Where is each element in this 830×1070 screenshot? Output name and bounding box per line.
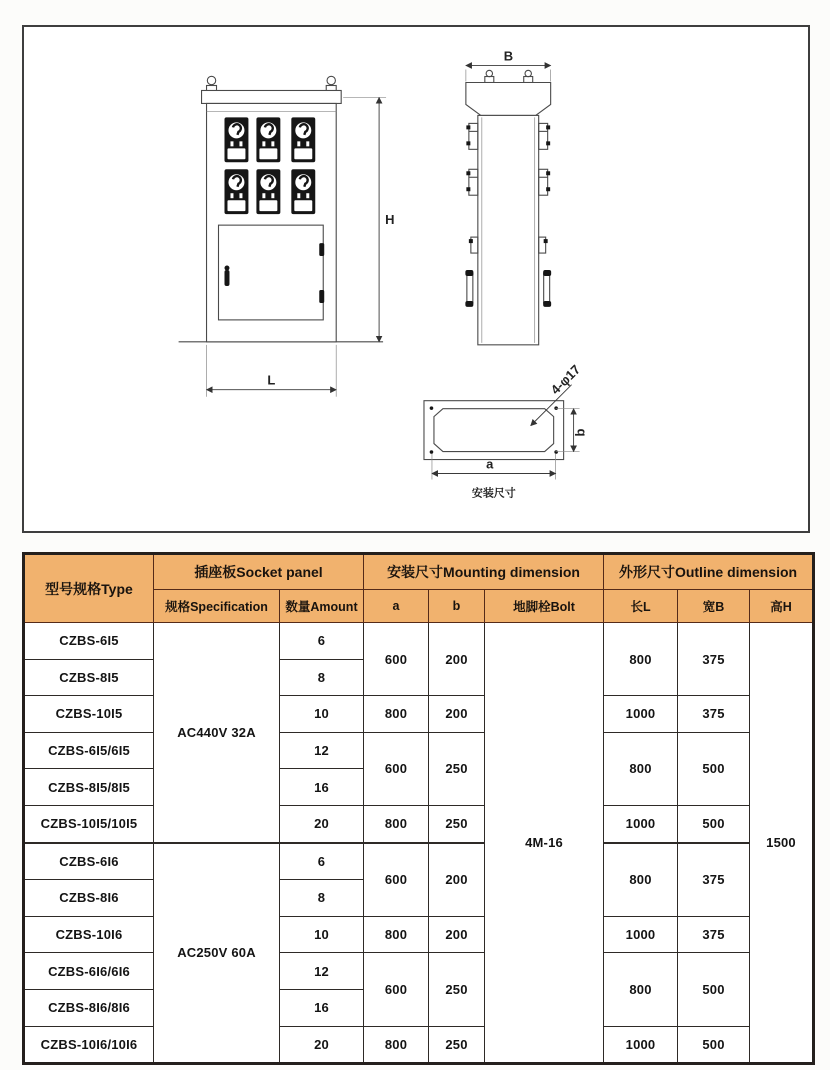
- table-row: [24, 805, 814, 842]
- spec-cell: CZBS-6I5/6I5: [24, 732, 154, 769]
- header-b: b: [429, 590, 485, 623]
- spec-cell: 200: [429, 843, 485, 917]
- header-type: 型号规格Type: [24, 554, 154, 623]
- spec-cell: 800: [604, 732, 678, 805]
- spec-cell: 4M-16: [485, 623, 604, 1064]
- spec-cell: 12: [280, 732, 364, 769]
- dim-b-label: b: [572, 428, 588, 437]
- dim-a-label: a: [486, 456, 494, 472]
- table-row: [24, 732, 814, 769]
- spec-cell: 800: [604, 953, 678, 1026]
- spec-cell: 250: [429, 805, 485, 842]
- holes-label: 4-φ17: [547, 361, 584, 398]
- spec-cell: CZBS-8I6/8I6: [24, 989, 154, 1026]
- table-row: [24, 916, 814, 953]
- spec-cell: 8: [280, 659, 364, 696]
- spec-cell: 1500: [750, 623, 814, 1064]
- header-height: 高H: [750, 590, 814, 623]
- spec-cell: 12: [280, 953, 364, 990]
- side-cap: [466, 83, 551, 116]
- spec-cell: 500: [678, 1026, 750, 1064]
- spec-table-body: [24, 623, 814, 1064]
- lifting-eye-icon: [207, 76, 337, 91]
- technical-drawing-panel: [22, 25, 810, 533]
- spec-cell: 800: [364, 1026, 429, 1064]
- spec-cell: CZBS-8I5: [24, 659, 154, 696]
- bottom-view-caption: 安装尺寸: [471, 487, 516, 500]
- table-row: [24, 1026, 814, 1064]
- spec-cell: 1000: [604, 1026, 678, 1064]
- spec-cell: AC250V 60A: [154, 843, 280, 1064]
- header-socket-panel: 插座板Socket panel: [154, 554, 364, 590]
- spec-cell: 800: [604, 843, 678, 917]
- cabinet-cap: [202, 90, 342, 103]
- spec-cell: CZBS-10I5/10I5: [24, 805, 154, 842]
- spec-cell: 250: [429, 1026, 485, 1064]
- spec-cell: 250: [429, 953, 485, 1026]
- spec-cell: 16: [280, 769, 364, 806]
- dim-b-top-label: B: [503, 48, 514, 64]
- spec-cell: 800: [604, 623, 678, 696]
- spec-cell: 10: [280, 916, 364, 953]
- spec-cell: CZBS-8I5/8I5: [24, 769, 154, 806]
- bottom-view: [424, 362, 588, 500]
- table-row: [24, 623, 814, 660]
- header-a: a: [364, 590, 429, 623]
- spec-cell: 6: [280, 623, 364, 660]
- spec-cell: 600: [364, 843, 429, 917]
- spec-cell: 200: [429, 696, 485, 733]
- dim-l-label: L: [267, 372, 276, 388]
- front-view: [179, 76, 395, 396]
- spec-cell: 8: [280, 880, 364, 917]
- specification-table: [22, 552, 815, 1065]
- spec-cell: CZBS-6I6: [24, 843, 154, 880]
- spec-cell: 500: [678, 732, 750, 805]
- cabinet-drawing: [24, 27, 808, 531]
- header-length: 长L: [604, 590, 678, 623]
- table-row: [24, 953, 814, 990]
- dim-h-label: H: [385, 212, 395, 228]
- spec-cell: 600: [364, 732, 429, 805]
- spec-cell: 1000: [604, 696, 678, 733]
- spec-cell: 6: [280, 843, 364, 880]
- spec-cell: 375: [678, 843, 750, 917]
- spec-cell: 800: [364, 696, 429, 733]
- spec-cell: 200: [429, 623, 485, 696]
- spec-cell: 16: [280, 989, 364, 1026]
- mounting-outline: [424, 401, 564, 460]
- spec-cell: CZBS-6I6/6I6: [24, 953, 154, 990]
- side-view: [465, 49, 551, 345]
- spec-cell: 500: [678, 805, 750, 842]
- dimension-B: [466, 49, 551, 82]
- header-outline: 外形尺寸Outline dimension: [604, 554, 814, 590]
- header-mounting: 安装尺寸Mounting dimension: [364, 554, 604, 590]
- table-header: [24, 554, 814, 623]
- header-width: 宽B: [678, 590, 750, 623]
- spec-cell: 10: [280, 696, 364, 733]
- header-specification: 规格Specification: [154, 590, 280, 623]
- spec-cell: 800: [364, 805, 429, 842]
- dimension-L: [207, 345, 337, 397]
- spec-cell: 1000: [604, 805, 678, 842]
- spec-cell: CZBS-10I5: [24, 696, 154, 733]
- header-amount: 数量Amount: [280, 590, 364, 623]
- spec-cell: 800: [364, 916, 429, 953]
- lifting-eye-side-icon: [485, 70, 533, 82]
- spec-cell: CZBS-10I6/10I6: [24, 1026, 154, 1064]
- side-body: [478, 115, 539, 344]
- spec-cell: 600: [364, 623, 429, 696]
- spec-cell: 1000: [604, 916, 678, 953]
- header-bolt: 地脚栓Bolt: [485, 590, 604, 623]
- spec-cell: CZBS-10I6: [24, 916, 154, 953]
- spec-cell: AC440V 32A: [154, 623, 280, 843]
- spec-cell: 200: [429, 916, 485, 953]
- spec-cell: 20: [280, 805, 364, 842]
- spec-cell: 375: [678, 696, 750, 733]
- table-row: [24, 696, 814, 733]
- spec-cell: CZBS-6I5: [24, 623, 154, 660]
- spec-cell: 20: [280, 1026, 364, 1064]
- spec-cell: 500: [678, 953, 750, 1026]
- spec-cell: 250: [429, 732, 485, 805]
- spec-cell: 375: [678, 623, 750, 696]
- spec-cell: CZBS-8I6: [24, 880, 154, 917]
- table-row: [24, 843, 814, 880]
- spec-cell: 375: [678, 916, 750, 953]
- spec-cell: 600: [364, 953, 429, 1026]
- dimension-H: [343, 97, 394, 341]
